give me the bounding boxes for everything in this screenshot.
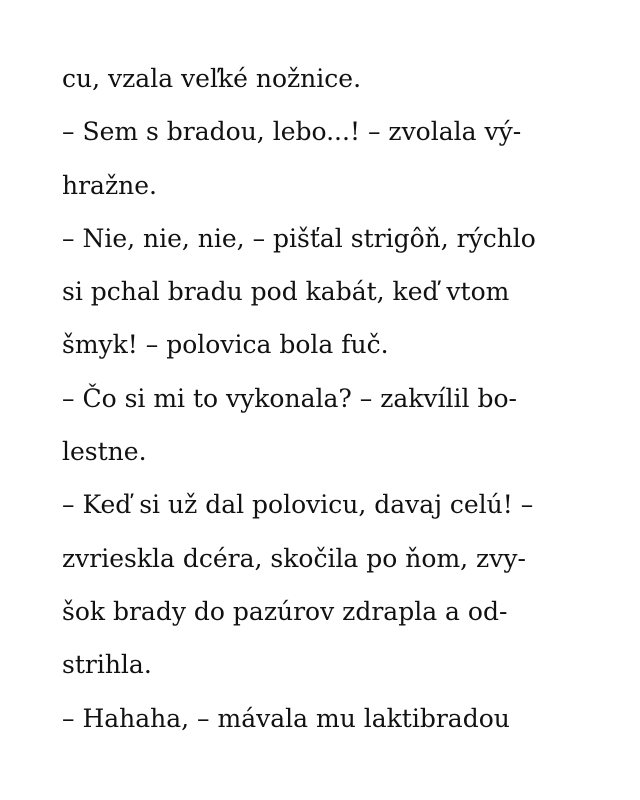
dialogue-line: – Nie, nie, nie, – pišťal strigôň, rýchlo <box>62 223 536 253</box>
dialogue-line: – Keď si už dal polovicu, davaj celú! – <box>62 490 534 520</box>
text-line: šok brady do pazúrov zdrapla a od- <box>62 596 508 626</box>
text-line: šmyk! – polovica bola fuč. <box>62 330 389 360</box>
text-line: zvrieskla dcéra, skočila po ňom, zvy- <box>62 543 526 573</box>
dialogue-line: – Hahaha, – mávala mu laktibradou <box>62 703 510 733</box>
text-line: strihla. <box>62 650 152 680</box>
dialogue-line: – Sem s bradou, lebo...! – zvolala vý- <box>62 117 522 147</box>
dialogue-line: – Čo si mi to vykonala? – zakvílil bo- <box>62 383 517 413</box>
text-line: si pchal bradu pod kabát, keď vtom <box>62 277 510 307</box>
text-line: lestne. <box>62 437 147 467</box>
text-line: hražne. <box>62 170 157 200</box>
text-line: cu, vzala veľké nožnice. <box>62 64 362 93</box>
page-text <box>62 52 582 745</box>
